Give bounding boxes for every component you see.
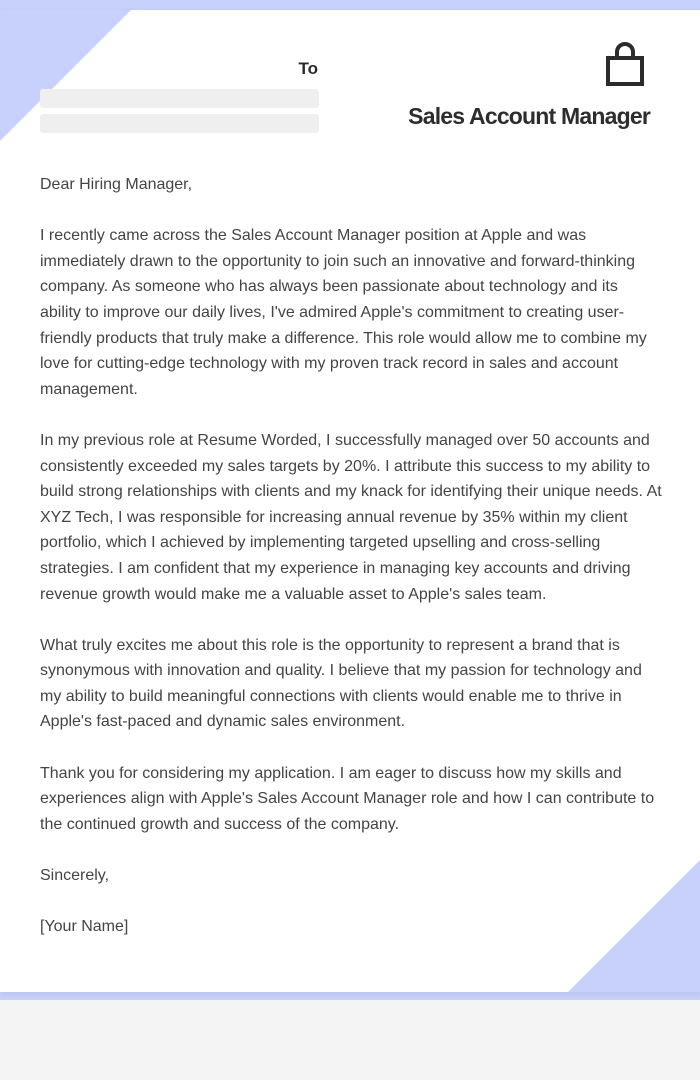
letter-paragraph-1: I recently came across the Sales Account Manager position at Apple and was immediately drawn to the opportunity to join such an innovative and forward-thinking company. As someone who has always been passionate about technology and its ability to improve our daily lives, I've admired Apple's commitment to creating user-friendly products that truly make a difference. This role would allow me to combine my love for cutting-edge technology with my proven track record in sales and account management. bbox=[40, 227, 647, 398]
letter-signature: [Your Name] bbox=[40, 918, 129, 936]
letter-paragraph-2: In my previous role at Resume Worded, I successfully managed over 50 accounts and consistently exceeded my sales targets by 20%. I attribute this success to my ability to build strong relationships with clients and my knack for identifying their unique needs. At XYZ Tech, I was responsible for increasing annual revenue by 35% within my client portfolio, which I achieved by implementing targeted upselling and cross-selling strategies. I am confident that my experience in managing key accounts and driving revenue growth would make me a valuable asset to Apple's sales team. bbox=[40, 431, 662, 603]
letter-paragraph-4: Thank you for considering my application. I am eager to discuss how my skills and experiences align with Apple's Sales Account Manager role and how I can contribute to the continued growth and success of the company. bbox=[40, 764, 655, 833]
letter-greeting: Dear Hiring Manager, bbox=[40, 176, 193, 193]
letter-paragraph-3: What truly excites me about this role is the opportunity to represent a brand that is synonymous with innovation and quality. I believe that my passion for technology and my ability to build meaningful connections with clients would enable me to thrive in Apple's fast-paced and dynamic sales environment. bbox=[40, 636, 642, 731]
recipient-to-label: To bbox=[298, 59, 318, 78]
letter-body bbox=[40, 172, 662, 965]
recipient-placeholder-line-1 bbox=[40, 89, 319, 108]
recipient-placeholder-line-2 bbox=[40, 114, 319, 133]
letter-closing: Sincerely, bbox=[40, 867, 110, 885]
cover-letter-card bbox=[0, 10, 700, 992]
shopping-bag-icon bbox=[604, 41, 646, 87]
job-title-heading: Sales Account Manager bbox=[408, 103, 650, 129]
